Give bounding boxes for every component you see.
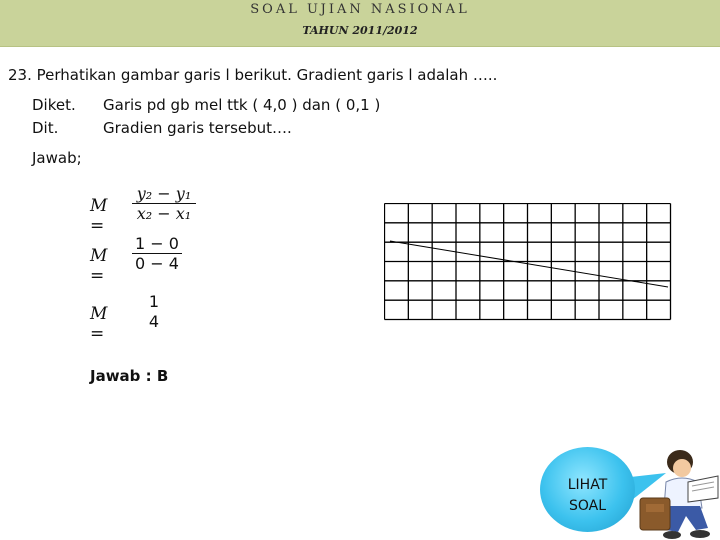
student-reading-icon: [638, 446, 720, 540]
line-grid-diagram: [384, 203, 672, 325]
grid-lines: [385, 204, 671, 320]
work-label: Jawab;: [32, 149, 82, 167]
question-text: 23. Perhatikan gambar garis l berikut. Gradient garis l adalah …..: [8, 66, 498, 84]
lihat-soal-label: [540, 475, 635, 517]
header-subtitle: TAHUN 2011/2012: [302, 24, 418, 37]
equation-lhs: M =: [90, 196, 108, 236]
equation-lhs: M =: [90, 246, 108, 286]
fraction: [146, 292, 162, 331]
lihat-soal-button[interactable]: [540, 447, 635, 532]
grid-svg: [384, 203, 672, 321]
fraction-denominator: x₂ − x₁: [136, 204, 192, 223]
given-label: Diket.: [32, 96, 76, 114]
fraction-numerator: y₂ − y₁: [136, 184, 192, 203]
slide-header: [0, 0, 720, 47]
fraction-denominator: 0 − 4: [135, 254, 179, 273]
fraction-numerator: 1: [148, 292, 160, 311]
answer-text: Jawab : B: [90, 367, 169, 385]
fraction-numerator: 1 − 0: [135, 234, 179, 253]
fraction: [132, 184, 196, 223]
asked-value: Gradien garis tersebut….: [103, 119, 292, 137]
asked-label: Dit.: [32, 119, 59, 137]
fraction-denominator: 4: [148, 312, 160, 331]
lihat-soal-line1: LIHAT: [567, 477, 608, 493]
lihat-soal-line2: SOAL: [568, 498, 607, 514]
equation-lhs: M =: [90, 304, 108, 344]
given-value: Garis pd gb mel ttk ( 4,0 ) dan ( 0,1 ): [103, 96, 381, 114]
header-title: SOAL UJIAN NASIONAL: [250, 2, 470, 17]
fraction: [132, 234, 182, 273]
